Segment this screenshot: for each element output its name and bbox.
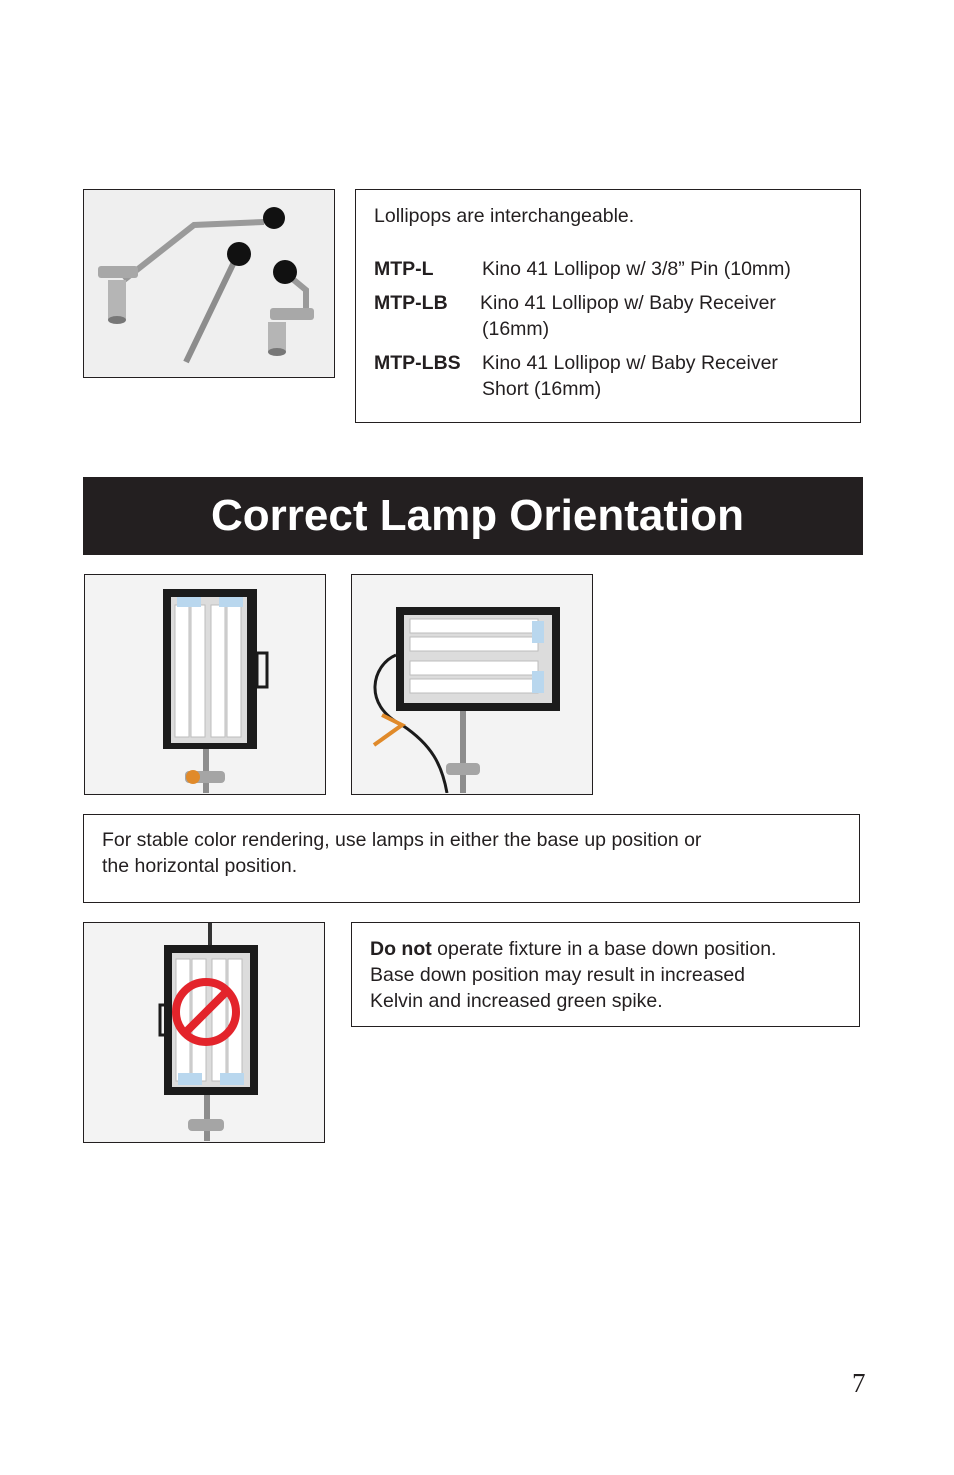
warning-line1-rest: operate fixture in a base down position.	[431, 938, 777, 960]
base-down-photo	[83, 922, 325, 1143]
lollipops-photo	[83, 189, 335, 378]
item-description-cont: (16mm)	[482, 318, 550, 340]
warning-emphasis: Do not	[370, 938, 432, 960]
item-description: Kino 41 Lollipop w/ Baby Receiver	[480, 292, 776, 314]
section-title-banner	[83, 477, 863, 555]
item-description: Kino 41 Lollipop w/ 3/8” Pin (10mm)	[482, 258, 791, 280]
horizontal-photo	[351, 574, 593, 795]
lollipops-intro: Lollipops are interchangeable.	[374, 205, 635, 227]
item-description: Kino 41 Lollipop w/ Baby Receiver	[482, 352, 778, 374]
stable-color-note-box	[83, 814, 860, 903]
section-title: Correct Lamp Orientation	[211, 491, 744, 540]
item-code: MTP-LB	[374, 292, 448, 314]
stable-note-line1: For stable color rendering, use lamps in either the base up position or	[102, 829, 702, 851]
base-down-warning-box	[351, 922, 860, 1027]
warning-line3: Kelvin and increased green spike.	[370, 990, 663, 1012]
item-code: MTP-L	[374, 258, 434, 280]
stable-note-line2: the horizontal position.	[102, 855, 298, 877]
lollipops-info-box	[355, 189, 861, 423]
item-code: MTP-LBS	[374, 352, 461, 374]
base-up-photo	[84, 574, 326, 795]
item-description-cont: Short (16mm)	[482, 378, 602, 400]
warning-line2: Base down position may result in increased	[370, 964, 746, 986]
warning-line1	[370, 936, 776, 962]
page-number: 7	[852, 1368, 866, 1398]
